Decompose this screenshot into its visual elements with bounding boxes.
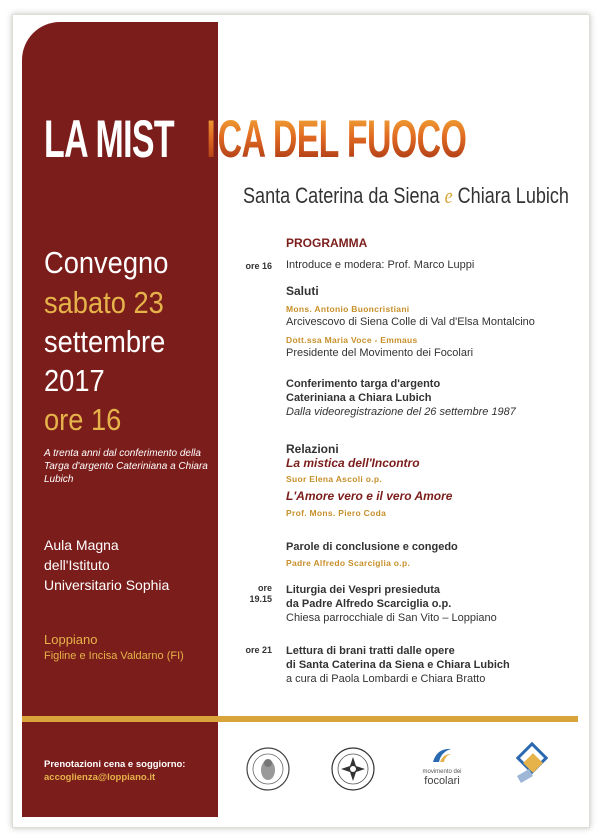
time-ore-21: ore 21: [245, 645, 272, 655]
title-part-2: I: [206, 110, 216, 169]
subtitle-name-1: Santa Caterina da Siena: [243, 183, 440, 208]
time-ore-16: ore 16: [245, 261, 272, 271]
event-date: sabato 23: [44, 285, 164, 320]
event-time: ore 16: [44, 402, 122, 437]
title-part-1: LA MIST: [44, 110, 174, 169]
title-part-3: CA DEL FUOCO: [217, 110, 467, 169]
relazione-1-title: La mistica dell'Incontro: [286, 456, 420, 470]
venue-line-2: dell'Istituto: [44, 557, 110, 573]
focolari-flame-icon: [429, 746, 455, 764]
vespri-line-3: Chiesa parrocchiale di San Vito – Loppiano: [286, 612, 497, 624]
town: Loppiano: [44, 632, 98, 647]
cateriniana-association-logo: [245, 746, 291, 792]
sophia-institute-logo: [508, 742, 556, 790]
vespri-line-1: Liturgia dei Vespri presieduta: [286, 584, 441, 596]
relazione-2-title: L'Amore vero e il vero Amore: [286, 489, 453, 503]
lettura-line-2: di Santa Caterina da Siena e Chiara Lubich: [286, 659, 510, 671]
subtitle-name-2: Chiara Lubich: [457, 183, 569, 208]
convegno-label: Convegno: [44, 245, 169, 280]
area: Figline e Incisa Valdarno (FI): [44, 650, 184, 662]
lettura-line-1: Lettura di brani tratti dalle opere: [286, 645, 455, 657]
relazioni-heading: Relazioni: [286, 442, 339, 456]
focolari-logo: [412, 746, 472, 787]
location: [44, 631, 184, 665]
speaker-voce: Dott.ssa Maria Voce - Emmaus: [286, 335, 418, 345]
booking-email[interactable]: accoglienza@loppiano.it: [44, 772, 156, 783]
role-voce: Presidente del Movimento dei Focolari: [286, 347, 474, 359]
lettura-line-3: a cura di Paola Lombardi e Chiara Bratto: [286, 673, 486, 685]
programme-heading: PROGRAMMA: [286, 236, 368, 250]
booking-label: Prenotazioni cena e soggiorno:: [44, 759, 186, 770]
focolari-logo-small-text: movimento dei: [422, 769, 462, 775]
time-19-15: 19.15: [249, 594, 272, 604]
venue-line-3: Universitario Sophia: [44, 577, 170, 593]
gold-divider: [22, 716, 578, 722]
event-month: settembre: [44, 324, 166, 359]
venue-line-1: Aula Magna: [44, 537, 119, 553]
vespri-line-2: da Padre Alfredo Scarciglia o.p.: [286, 598, 452, 610]
focolari-logo-text: focolari: [424, 775, 460, 787]
conclusione-speaker: Padre Alfredo Scarciglia o.p.: [286, 558, 411, 568]
booking-info: [44, 758, 185, 784]
conferimento-line-2: Cateriniana a Chiara Lubich: [286, 392, 432, 404]
relazione-1-speaker: Suor Elena Ascoli o.p.: [286, 474, 383, 484]
relazione-2-speaker: Prof. Mons. Piero Coda: [286, 508, 387, 518]
subtitle-conjunction: e: [444, 183, 453, 208]
saluti-heading: Saluti: [286, 284, 319, 298]
speaker-buoncristiani: Mons. Antonio Buoncristiani: [286, 304, 410, 314]
poster-title: [44, 110, 600, 170]
time-ore-label: ore: [257, 583, 272, 593]
conferimento-line-3: Dalla videoregistrazione del 26 settembre 1987: [286, 406, 516, 418]
conclusione: Parole di conclusione e congedo: [286, 541, 458, 553]
venue: [44, 535, 169, 595]
intro: Introduce e modera: Prof. Marco Luppi: [286, 259, 475, 271]
role-buoncristiani: Arcivescovo di Siena Colle di Val d'Elsa Montalcino: [286, 316, 535, 328]
conferimento-line-1: Conferimento targa d'argento: [286, 378, 441, 390]
subtitle: [243, 183, 569, 209]
event-year: 2017: [44, 363, 105, 398]
anniversary-note: A trenta anni dal conferimento della Targa d'argento Cateriniana a Chiara Lubich: [44, 448, 208, 485]
dominican-order-seal-logo: [330, 746, 376, 792]
